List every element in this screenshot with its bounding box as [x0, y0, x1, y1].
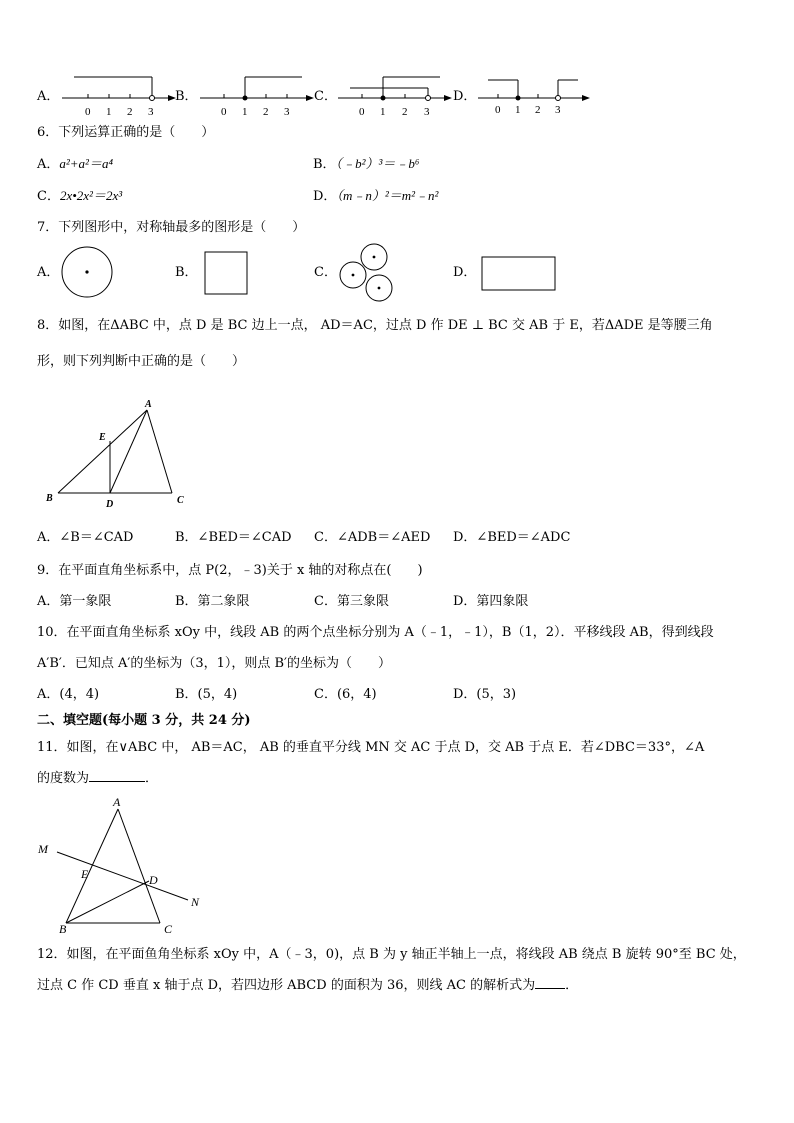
- q5b-tick-0: 0: [221, 106, 227, 118]
- q5c-tick-1: 1: [380, 106, 386, 118]
- q8-point-d: D: [106, 499, 114, 510]
- q5a-tick-1: 1: [106, 106, 112, 118]
- q11-point-a: A: [113, 795, 121, 809]
- q11-stem-line2: 的度数为 ．: [37, 771, 159, 786]
- q5-option-d-label: D．: [453, 89, 477, 104]
- q10-option-c: C．(6，4): [314, 687, 377, 702]
- q8-point-a: A: [145, 399, 152, 410]
- q5b-tick-2: 2: [263, 106, 269, 118]
- q9-option-a: A．第一象限: [37, 594, 112, 609]
- q5b-tick-1: 1: [242, 106, 248, 118]
- q5-option-c-label: C．: [314, 89, 337, 104]
- q11-point-m: M: [38, 842, 48, 856]
- q11-point-d: D: [149, 873, 158, 887]
- q10-option-b: B．(5，4): [175, 687, 238, 702]
- q5d-tick-1: 1: [515, 104, 521, 116]
- q6-option-c: C．2x•2x²＝2x³: [37, 188, 123, 204]
- q7-option-c-label: C．: [314, 265, 337, 280]
- q8-point-c: C: [177, 495, 184, 506]
- q7-stem: 7．下列图形中，对称轴最多的图形是（ ）: [37, 220, 306, 235]
- q12-answer-blank: [535, 988, 565, 989]
- q5c-tick-0: 0: [359, 106, 365, 118]
- q8-option-a: A．∠B＝∠CAD: [37, 530, 134, 545]
- q7-option-a-label: A．: [37, 265, 60, 280]
- q11-point-c: C: [164, 922, 173, 936]
- q8-stem-line2: 形，则下列判断中正确的是（ ）: [37, 354, 246, 369]
- q11-point-n: N: [191, 895, 200, 909]
- q11-stem-line1: 11．如图，在∨ABC 中， AB＝AC， AB 的垂直平分线 MN 交 AC 于点 D，交 AB 于点 E．若∠DBC＝33°，∠A: [37, 740, 705, 755]
- q5d-tick-2: 2: [535, 104, 541, 116]
- q8-point-b: B: [46, 493, 53, 504]
- q7-option-b-label: B．: [175, 265, 198, 280]
- section-2-heading: 二、填空题(每小题 3 分，共 24 分): [37, 713, 251, 728]
- q5a-tick-3: 3: [148, 106, 154, 118]
- q5c-tick-2: 2: [402, 106, 408, 118]
- q8-option-c: C．∠ADB＝∠AED: [314, 530, 431, 545]
- q6-stem: 6．下列运算正确的是（ ）: [37, 125, 215, 140]
- q6-option-a: A．a²+a²＝a⁴: [37, 156, 113, 172]
- q10-option-d: D．(5，3): [453, 687, 517, 702]
- q9-option-d: D．第四象限: [453, 594, 529, 609]
- q9-option-c: C．第三象限: [314, 594, 389, 609]
- q8-option-d: D．∠BED＝∠ADC: [453, 530, 571, 545]
- q9-stem: 9．在平面直角坐标系中，点 P(2，﹣3)关于 x 轴的对称点在( ): [37, 563, 423, 578]
- q8-stem-line1: 8．如图，在ΔABC 中，点 D 是 BC 边上一点， AD＝AC，过点 D 作 DE ⊥ BC 交 AB 于 E，若ΔADE 是等腰三角: [37, 318, 713, 333]
- q11-point-e: E: [81, 867, 89, 881]
- q12-stem-line1: 12．如图，在平面鱼角坐标系 xOy 中，A（﹣3，0)，点 B 为 y 轴正半轴上一点，将线段 AB 绕点 B 旋转 90°至 BC 处，: [37, 947, 746, 962]
- q5c-tick-3: 3: [424, 106, 430, 118]
- q10-stem-line2: A′B′．已知点 A′的坐标为（3，1），则点 B′的坐标为（ ）: [37, 656, 391, 671]
- q9-option-b: B．第二象限: [175, 594, 250, 609]
- q5d-tick-0: 0: [495, 104, 501, 116]
- q5d-tick-3: 3: [555, 104, 561, 116]
- q8-point-e: E: [99, 432, 106, 443]
- q5-option-a-label: A．: [37, 89, 60, 104]
- q11-point-b: B: [59, 922, 67, 936]
- q5a-tick-0: 0: [85, 106, 91, 118]
- q5b-tick-3: 3: [284, 106, 290, 118]
- q5a-tick-2: 2: [127, 106, 133, 118]
- q8-option-b: B．∠BED＝∠CAD: [175, 530, 292, 545]
- q7-option-d-label: D．: [453, 265, 477, 280]
- q5-option-b-label: B．: [175, 89, 198, 104]
- q10-option-a: A．(4，4): [37, 687, 100, 702]
- q12-stem-line2: 过点 C 作 CD 垂直 x 轴于点 D，若四边形 ABCD 的面积为 36，则线 AC 的解析式为 ．: [37, 978, 579, 993]
- q10-stem-line1: 10．在平面直角坐标系 xOy 中，线段 AB 的两个点坐标分别为 A（﹣1，﹣1），B（1，2）．平移线段 AB，得到线段: [37, 625, 714, 640]
- q6-option-d: D．（m﹣n）²＝m²﹣n²: [313, 188, 439, 204]
- q6-option-b: B．（﹣b²）³＝﹣b⁶: [313, 156, 420, 172]
